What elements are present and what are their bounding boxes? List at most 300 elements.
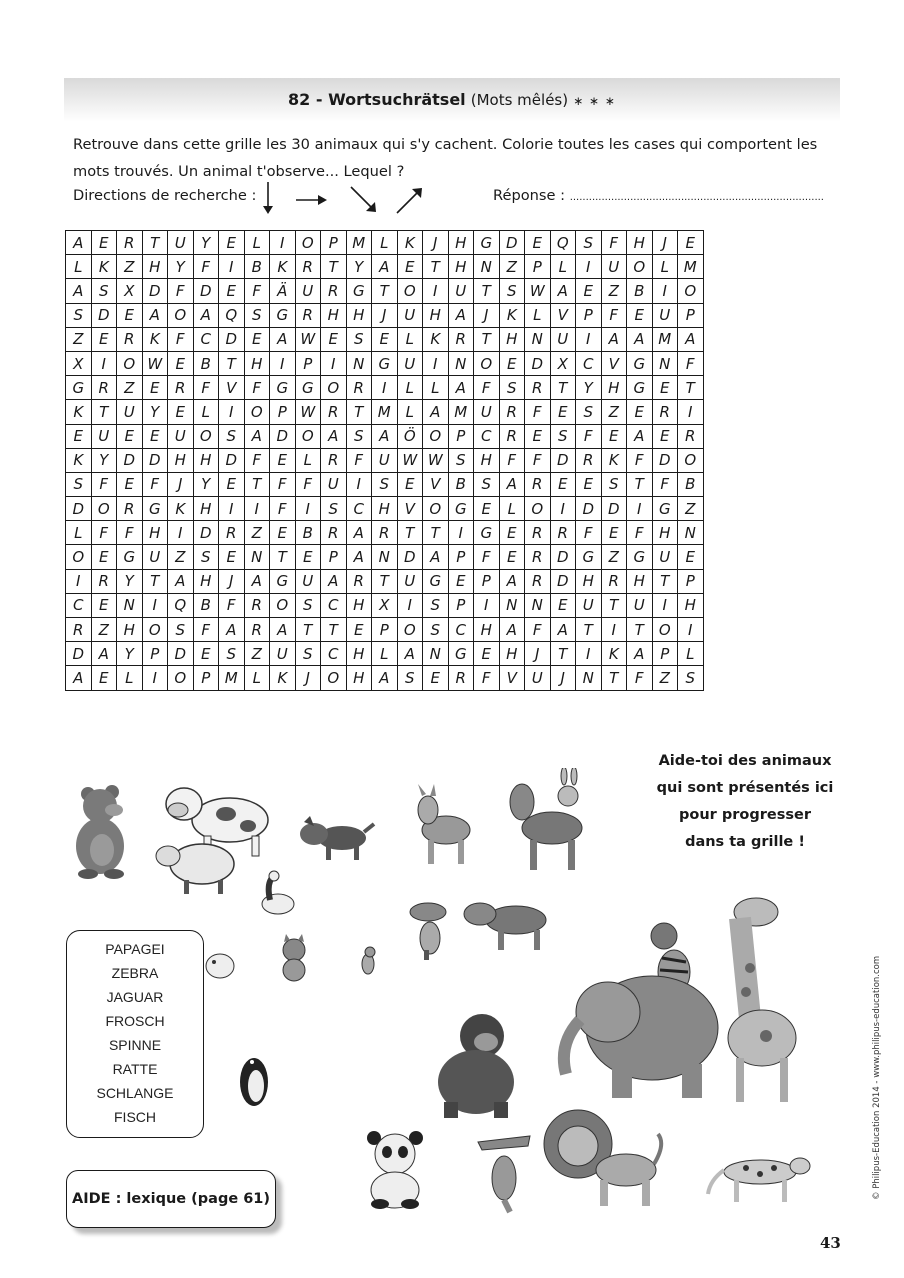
grid-cell[interactable]: L (550, 255, 576, 279)
grid-cell[interactable]: F (193, 618, 219, 642)
grid-cell[interactable]: R (678, 424, 704, 448)
grid-cell[interactable]: K (423, 327, 449, 351)
grid-cell[interactable]: K (91, 255, 117, 279)
grid-cell[interactable]: T (423, 255, 449, 279)
grid-cell[interactable]: H (499, 327, 525, 351)
grid-cell[interactable]: H (474, 618, 500, 642)
grid-cell[interactable]: E (525, 231, 551, 255)
grid-cell[interactable]: N (117, 593, 143, 617)
grid-cell[interactable]: U (117, 400, 143, 424)
grid-cell[interactable]: Y (117, 642, 143, 666)
grid-cell[interactable]: F (219, 593, 245, 617)
grid-cell[interactable]: P (652, 642, 678, 666)
grid-cell[interactable]: S (423, 593, 449, 617)
grid-cell[interactable]: E (219, 545, 245, 569)
grid-cell[interactable]: Z (601, 400, 627, 424)
grid-cell[interactable]: E (499, 521, 525, 545)
grid-cell[interactable]: I (142, 593, 168, 617)
grid-cell[interactable]: U (142, 545, 168, 569)
grid-cell[interactable]: U (397, 351, 423, 375)
grid-cell[interactable]: Z (168, 545, 194, 569)
grid-cell[interactable]: R (525, 376, 551, 400)
grid-cell[interactable]: I (244, 497, 270, 521)
grid-cell[interactable]: E (550, 593, 576, 617)
grid-cell[interactable]: O (295, 424, 321, 448)
grid-cell[interactable]: T (576, 618, 602, 642)
grid-cell[interactable]: R (244, 593, 270, 617)
grid-cell[interactable]: B (193, 351, 219, 375)
grid-cell[interactable]: D (168, 642, 194, 666)
grid-cell[interactable]: C (193, 327, 219, 351)
grid-cell[interactable]: O (423, 497, 449, 521)
grid-cell[interactable]: F (525, 448, 551, 472)
grid-cell[interactable]: R (66, 618, 92, 642)
grid-cell[interactable]: I (91, 351, 117, 375)
grid-cell[interactable]: F (270, 497, 296, 521)
grid-cell[interactable]: N (244, 545, 270, 569)
grid-cell[interactable]: R (91, 569, 117, 593)
grid-cell[interactable]: P (270, 400, 296, 424)
grid-cell[interactable]: A (372, 255, 398, 279)
grid-cell[interactable]: E (678, 231, 704, 255)
grid-cell[interactable]: D (142, 279, 168, 303)
grid-cell[interactable]: R (219, 521, 245, 545)
grid-cell[interactable]: E (423, 666, 449, 690)
grid-cell[interactable]: Z (117, 376, 143, 400)
grid-cell[interactable]: A (499, 618, 525, 642)
grid-cell[interactable]: A (193, 303, 219, 327)
grid-cell[interactable]: G (474, 521, 500, 545)
grid-cell[interactable]: E (270, 521, 296, 545)
grid-cell[interactable]: S (193, 545, 219, 569)
grid-cell[interactable]: E (117, 424, 143, 448)
grid-cell[interactable]: C (66, 593, 92, 617)
grid-cell[interactable]: G (448, 642, 474, 666)
grid-cell[interactable]: U (601, 255, 627, 279)
grid-cell[interactable]: V (397, 497, 423, 521)
grid-cell[interactable]: E (91, 593, 117, 617)
grid-cell[interactable]: P (193, 666, 219, 690)
grid-cell[interactable]: Z (117, 255, 143, 279)
grid-cell[interactable]: V (550, 303, 576, 327)
grid-cell[interactable]: G (448, 497, 474, 521)
grid-cell[interactable]: O (525, 497, 551, 521)
grid-cell[interactable]: M (372, 400, 398, 424)
grid-cell[interactable]: P (474, 569, 500, 593)
grid-cell[interactable]: H (652, 521, 678, 545)
grid-cell[interactable]: B (295, 521, 321, 545)
grid-cell[interactable]: Z (601, 545, 627, 569)
grid-cell[interactable]: Y (193, 231, 219, 255)
grid-cell[interactable]: F (193, 255, 219, 279)
grid-cell[interactable]: R (117, 327, 143, 351)
grid-cell[interactable]: I (423, 279, 449, 303)
grid-cell[interactable]: H (346, 666, 372, 690)
grid-cell[interactable]: R (321, 448, 347, 472)
grid-cell[interactable]: O (91, 497, 117, 521)
grid-cell[interactable]: F (627, 666, 653, 690)
grid-cell[interactable]: F (244, 376, 270, 400)
grid-cell[interactable]: U (321, 472, 347, 496)
grid-cell[interactable]: F (91, 472, 117, 496)
grid-cell[interactable]: S (168, 618, 194, 642)
grid-cell[interactable]: J (219, 569, 245, 593)
grid-cell[interactable]: Q (219, 303, 245, 327)
grid-cell[interactable]: O (117, 351, 143, 375)
grid-cell[interactable]: U (525, 666, 551, 690)
grid-cell[interactable]: E (448, 569, 474, 593)
grid-cell[interactable]: F (601, 303, 627, 327)
grid-cell[interactable]: S (499, 376, 525, 400)
word-search-grid[interactable] (65, 230, 704, 691)
grid-cell[interactable]: O (678, 448, 704, 472)
grid-cell[interactable]: E (117, 303, 143, 327)
grid-cell[interactable]: E (576, 472, 602, 496)
grid-cell[interactable]: U (652, 303, 678, 327)
grid-cell[interactable]: W (295, 327, 321, 351)
grid-cell[interactable]: O (321, 376, 347, 400)
grid-cell[interactable]: Ö (397, 424, 423, 448)
grid-cell[interactable]: R (525, 472, 551, 496)
grid-cell[interactable]: L (244, 666, 270, 690)
grid-cell[interactable]: I (219, 255, 245, 279)
grid-cell[interactable]: O (270, 593, 296, 617)
grid-cell[interactable]: E (91, 231, 117, 255)
grid-cell[interactable]: S (601, 472, 627, 496)
grid-cell[interactable]: E (193, 642, 219, 666)
grid-cell[interactable]: D (550, 569, 576, 593)
grid-cell[interactable]: H (193, 497, 219, 521)
grid-cell[interactable]: F (117, 521, 143, 545)
grid-cell[interactable]: A (91, 642, 117, 666)
grid-cell[interactable]: J (372, 303, 398, 327)
grid-cell[interactable]: E (295, 545, 321, 569)
grid-cell[interactable]: E (627, 400, 653, 424)
grid-cell[interactable]: T (244, 472, 270, 496)
grid-cell[interactable]: I (652, 593, 678, 617)
grid-cell[interactable]: H (168, 448, 194, 472)
grid-cell[interactable]: T (550, 376, 576, 400)
grid-cell[interactable]: H (474, 448, 500, 472)
grid-cell[interactable]: R (321, 400, 347, 424)
grid-cell[interactable]: A (627, 642, 653, 666)
grid-cell[interactable]: X (66, 351, 92, 375)
grid-cell[interactable]: U (474, 400, 500, 424)
grid-cell[interactable]: O (321, 666, 347, 690)
grid-cell[interactable]: N (372, 545, 398, 569)
grid-cell[interactable]: R (244, 618, 270, 642)
grid-cell[interactable]: D (652, 448, 678, 472)
grid-cell[interactable]: F (270, 472, 296, 496)
grid-cell[interactable]: I (219, 497, 245, 521)
grid-cell[interactable]: A (499, 569, 525, 593)
grid-cell[interactable]: U (295, 279, 321, 303)
grid-cell[interactable]: P (142, 642, 168, 666)
grid-cell[interactable]: F (244, 448, 270, 472)
grid-cell[interactable]: F (168, 327, 194, 351)
grid-cell[interactable]: E (91, 666, 117, 690)
grid-cell[interactable]: O (627, 255, 653, 279)
grid-cell[interactable]: C (576, 351, 602, 375)
grid-cell[interactable]: E (499, 545, 525, 569)
grid-cell[interactable]: T (474, 327, 500, 351)
grid-cell[interactable]: N (474, 255, 500, 279)
grid-cell[interactable]: E (142, 376, 168, 400)
grid-cell[interactable]: O (168, 666, 194, 690)
grid-cell[interactable]: H (601, 376, 627, 400)
grid-cell[interactable]: H (448, 231, 474, 255)
grid-cell[interactable]: S (448, 448, 474, 472)
grid-cell[interactable]: N (499, 593, 525, 617)
grid-cell[interactable]: E (474, 497, 500, 521)
grid-cell[interactable]: O (142, 618, 168, 642)
grid-cell[interactable]: V (219, 376, 245, 400)
grid-cell[interactable]: A (346, 545, 372, 569)
grid-cell[interactable]: U (397, 569, 423, 593)
grid-cell[interactable]: N (346, 351, 372, 375)
grid-cell[interactable]: E (474, 642, 500, 666)
grid-cell[interactable]: L (397, 376, 423, 400)
grid-cell[interactable]: K (601, 448, 627, 472)
grid-cell[interactable]: R (346, 376, 372, 400)
grid-cell[interactable]: S (678, 666, 704, 690)
grid-cell[interactable]: F (525, 400, 551, 424)
grid-cell[interactable]: I (627, 497, 653, 521)
grid-cell[interactable]: A (678, 327, 704, 351)
grid-cell[interactable]: Z (244, 521, 270, 545)
grid-cell[interactable]: U (168, 231, 194, 255)
grid-cell[interactable]: M (652, 327, 678, 351)
grid-cell[interactable]: L (295, 448, 321, 472)
grid-cell[interactable]: H (346, 642, 372, 666)
grid-cell[interactable]: F (474, 666, 500, 690)
grid-cell[interactable]: I (66, 569, 92, 593)
grid-cell[interactable]: N (525, 593, 551, 617)
grid-cell[interactable]: D (66, 497, 92, 521)
grid-cell[interactable]: S (550, 424, 576, 448)
grid-cell[interactable]: R (601, 569, 627, 593)
grid-cell[interactable]: T (91, 400, 117, 424)
grid-cell[interactable]: P (295, 351, 321, 375)
grid-cell[interactable]: E (270, 448, 296, 472)
grid-cell[interactable]: K (499, 303, 525, 327)
grid-cell[interactable]: P (678, 303, 704, 327)
grid-cell[interactable]: O (244, 400, 270, 424)
grid-cell[interactable]: L (499, 497, 525, 521)
grid-cell[interactable]: I (678, 400, 704, 424)
grid-cell[interactable]: E (397, 472, 423, 496)
grid-cell[interactable]: I (270, 231, 296, 255)
grid-cell[interactable]: R (372, 521, 398, 545)
grid-cell[interactable]: S (499, 279, 525, 303)
grid-cell[interactable]: D (91, 303, 117, 327)
grid-cell[interactable]: F (346, 448, 372, 472)
grid-cell[interactable]: F (525, 618, 551, 642)
grid-cell[interactable]: A (423, 545, 449, 569)
grid-cell[interactable]: J (168, 472, 194, 496)
grid-cell[interactable]: I (448, 521, 474, 545)
grid-cell[interactable]: S (219, 642, 245, 666)
grid-cell[interactable]: S (66, 303, 92, 327)
grid-cell[interactable]: L (244, 231, 270, 255)
grid-cell[interactable]: E (576, 279, 602, 303)
grid-cell[interactable]: O (168, 303, 194, 327)
grid-cell[interactable]: F (295, 472, 321, 496)
grid-cell[interactable]: D (270, 424, 296, 448)
grid-cell[interactable]: S (397, 666, 423, 690)
grid-cell[interactable]: F (627, 521, 653, 545)
grid-cell[interactable]: R (576, 448, 602, 472)
grid-cell[interactable]: A (219, 618, 245, 642)
grid-cell[interactable]: U (576, 593, 602, 617)
grid-cell[interactable]: Y (193, 472, 219, 496)
grid-cell[interactable]: Z (601, 279, 627, 303)
grid-cell[interactable]: G (652, 497, 678, 521)
grid-cell[interactable]: C (321, 593, 347, 617)
grid-cell[interactable]: M (346, 231, 372, 255)
grid-cell[interactable]: R (295, 255, 321, 279)
grid-cell[interactable]: H (372, 497, 398, 521)
grid-cell[interactable]: J (550, 666, 576, 690)
grid-cell[interactable]: I (321, 351, 347, 375)
grid-cell[interactable]: A (372, 424, 398, 448)
grid-cell[interactable]: G (576, 545, 602, 569)
grid-cell[interactable]: T (601, 666, 627, 690)
grid-cell[interactable]: N (678, 521, 704, 545)
grid-cell[interactable]: A (346, 521, 372, 545)
grid-cell[interactable]: H (576, 569, 602, 593)
grid-cell[interactable]: K (142, 327, 168, 351)
grid-cell[interactable]: H (321, 303, 347, 327)
grid-cell[interactable]: L (117, 666, 143, 690)
grid-cell[interactable]: N (423, 642, 449, 666)
grid-cell[interactable]: T (219, 351, 245, 375)
grid-cell[interactable]: Z (66, 327, 92, 351)
grid-cell[interactable]: K (66, 448, 92, 472)
grid-cell[interactable]: T (142, 569, 168, 593)
grid-cell[interactable]: I (550, 497, 576, 521)
grid-cell[interactable]: P (448, 545, 474, 569)
grid-cell[interactable]: E (91, 327, 117, 351)
grid-cell[interactable]: G (142, 497, 168, 521)
grid-cell[interactable]: G (346, 279, 372, 303)
grid-cell[interactable]: H (193, 448, 219, 472)
grid-cell[interactable]: B (448, 472, 474, 496)
grid-cell[interactable]: E (372, 327, 398, 351)
grid-cell[interactable]: N (525, 327, 551, 351)
grid-cell[interactable]: V (601, 351, 627, 375)
grid-cell[interactable]: I (678, 618, 704, 642)
grid-cell[interactable]: B (678, 472, 704, 496)
grid-cell[interactable]: P (448, 593, 474, 617)
grid-cell[interactable]: F (474, 376, 500, 400)
grid-cell[interactable]: D (397, 545, 423, 569)
grid-cell[interactable]: E (219, 279, 245, 303)
grid-cell[interactable]: I (295, 497, 321, 521)
grid-cell[interactable]: E (550, 472, 576, 496)
grid-cell[interactable]: I (372, 376, 398, 400)
grid-cell[interactable]: A (168, 569, 194, 593)
grid-cell[interactable]: G (372, 351, 398, 375)
grid-cell[interactable]: R (321, 521, 347, 545)
grid-cell[interactable]: R (525, 545, 551, 569)
grid-cell[interactable]: A (142, 303, 168, 327)
grid-cell[interactable]: U (627, 593, 653, 617)
grid-cell[interactable]: W (525, 279, 551, 303)
grid-cell[interactable]: V (499, 666, 525, 690)
grid-cell[interactable]: F (652, 472, 678, 496)
grid-cell[interactable]: K (66, 400, 92, 424)
grid-cell[interactable]: F (576, 521, 602, 545)
grid-cell[interactable]: U (550, 327, 576, 351)
grid-cell[interactable]: E (142, 424, 168, 448)
grid-cell[interactable]: K (601, 642, 627, 666)
grid-cell[interactable]: W (423, 448, 449, 472)
grid-cell[interactable]: T (423, 521, 449, 545)
grid-cell[interactable]: U (372, 448, 398, 472)
grid-cell[interactable]: E (601, 424, 627, 448)
grid-cell[interactable]: A (270, 327, 296, 351)
grid-cell[interactable]: T (346, 400, 372, 424)
grid-cell[interactable]: S (423, 618, 449, 642)
grid-cell[interactable]: K (270, 666, 296, 690)
grid-cell[interactable]: F (168, 279, 194, 303)
grid-cell[interactable]: T (142, 231, 168, 255)
grid-cell[interactable]: G (474, 231, 500, 255)
grid-cell[interactable]: R (525, 569, 551, 593)
grid-cell[interactable]: H (142, 521, 168, 545)
grid-cell[interactable]: A (244, 569, 270, 593)
grid-cell[interactable]: K (168, 497, 194, 521)
grid-cell[interactable]: R (346, 569, 372, 593)
grid-cell[interactable]: Y (91, 448, 117, 472)
grid-cell[interactable]: E (550, 400, 576, 424)
grid-cell[interactable]: T (627, 472, 653, 496)
grid-cell[interactable]: T (678, 376, 704, 400)
grid-cell[interactable]: O (652, 618, 678, 642)
grid-cell[interactable]: A (448, 376, 474, 400)
grid-cell[interactable]: E (525, 424, 551, 448)
grid-cell[interactable]: T (601, 593, 627, 617)
grid-cell[interactable]: A (550, 279, 576, 303)
grid-cell[interactable]: K (270, 255, 296, 279)
grid-cell[interactable]: S (295, 642, 321, 666)
grid-cell[interactable]: I (601, 618, 627, 642)
grid-cell[interactable]: O (678, 279, 704, 303)
grid-cell[interactable]: A (66, 231, 92, 255)
grid-cell[interactable]: T (652, 569, 678, 593)
grid-cell[interactable]: J (474, 303, 500, 327)
grid-cell[interactable]: S (346, 424, 372, 448)
grid-cell[interactable]: C (346, 497, 372, 521)
grid-cell[interactable]: X (372, 593, 398, 617)
grid-cell[interactable]: Y (346, 255, 372, 279)
grid-cell[interactable]: R (499, 400, 525, 424)
grid-cell[interactable]: E (66, 424, 92, 448)
grid-cell[interactable]: S (321, 497, 347, 521)
grid-cell[interactable]: D (193, 279, 219, 303)
grid-cell[interactable]: D (193, 521, 219, 545)
grid-cell[interactable]: V (423, 472, 449, 496)
grid-cell[interactable]: Y (168, 255, 194, 279)
grid-cell[interactable]: I (142, 666, 168, 690)
grid-cell[interactable]: A (321, 569, 347, 593)
grid-cell[interactable]: L (678, 642, 704, 666)
grid-cell[interactable]: F (91, 521, 117, 545)
grid-cell[interactable]: L (423, 376, 449, 400)
grid-cell[interactable]: L (652, 255, 678, 279)
grid-cell[interactable]: E (321, 327, 347, 351)
